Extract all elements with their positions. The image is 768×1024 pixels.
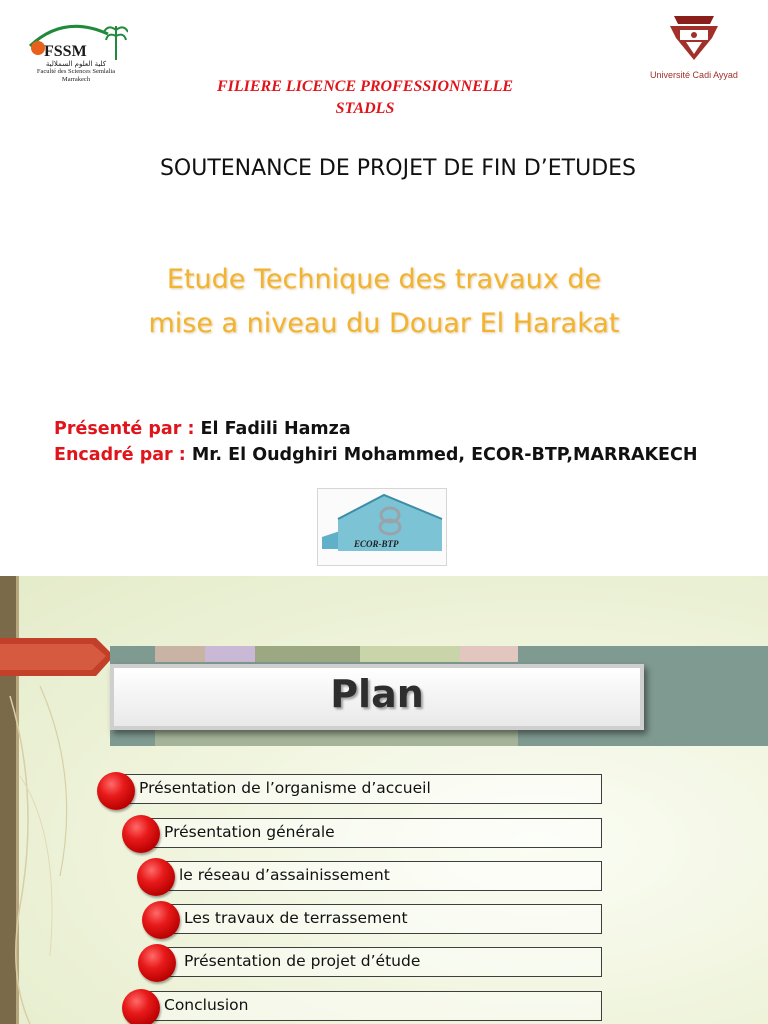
plan-item-label: Conclusion — [164, 996, 249, 1014]
presenters-block — [54, 416, 768, 468]
red-bullet-icon — [122, 989, 160, 1024]
soutenance-heading: SOUTENANCE DE PROJET DE FIN D’ETUDES — [159, 156, 637, 181]
project-title-line-1: Etude Technique des travaux de — [166, 264, 602, 295]
presented-by-row — [54, 416, 768, 442]
red-bullet-icon — [137, 858, 175, 896]
uca-emblem-icon — [630, 8, 758, 68]
plan-item — [120, 774, 602, 804]
red-bullet-icon — [122, 815, 160, 853]
plan-item — [145, 818, 602, 848]
plan-title-box — [110, 664, 644, 730]
ecor-btp-logo — [317, 488, 447, 566]
uca-caption: Université Cadi Ayyad — [650, 70, 738, 80]
plan-item-label: le réseau d’assainissement — [179, 866, 390, 884]
plan-item-label: Présentation de projet d’étude — [184, 952, 421, 970]
plan-item — [165, 947, 602, 977]
band-swatch — [255, 646, 360, 662]
fssm-brand-text: FSSM — [44, 43, 87, 60]
uca-logo — [630, 8, 758, 92]
plan-item-label: Présentation de l’organisme d’accueil — [139, 779, 431, 797]
project-title-line-2: mise a niveau du Douar El Harakat — [148, 308, 620, 339]
red-bullet-icon — [142, 901, 180, 939]
fssm-logo — [20, 14, 132, 96]
band-swatch — [205, 646, 255, 662]
supervised-by-value: Mr. El Oudghiri Mohammed, ECOR-BTP,MARRAKECH — [191, 445, 698, 465]
plan-title: Plan — [330, 672, 424, 716]
presented-by-value: El Fadili Hamza — [200, 419, 351, 439]
plan-item-label: Les travaux de terrassement — [184, 909, 408, 927]
fssm-logo-caption — [20, 60, 132, 84]
red-bullet-icon — [97, 772, 135, 810]
ecor-logo-text: ECOR-BTP — [354, 539, 399, 549]
supervised-by-label: Encadré par : — [54, 445, 192, 465]
plan-item — [145, 991, 602, 1021]
fssm-french-name: Faculté des Sciences Semlalia — [36, 68, 116, 75]
band-swatch — [155, 646, 205, 662]
fssm-city: Marrakech — [61, 76, 91, 83]
plan-item-label: Présentation générale — [164, 823, 335, 841]
presented-by-label: Présenté par : — [54, 419, 201, 439]
band-swatch — [360, 646, 460, 662]
fssm-emblem-icon — [24, 20, 128, 64]
red-bullet-icon — [138, 944, 176, 982]
filiere-line-1: FILIERE LICENCE PROFESSIONNELLE — [216, 78, 514, 95]
supervised-by-row — [54, 442, 768, 468]
filiere-line-2: STADLS — [335, 100, 395, 117]
plan-item — [160, 861, 602, 891]
filiere-heading — [160, 76, 570, 120]
ecor-house-icon — [318, 489, 446, 565]
band-swatch — [460, 646, 518, 662]
fssm-arabic-name: كلية العلوم السملالية — [45, 60, 107, 68]
project-title — [0, 258, 768, 346]
plan-item — [165, 904, 602, 934]
plan-slide — [0, 576, 768, 1024]
